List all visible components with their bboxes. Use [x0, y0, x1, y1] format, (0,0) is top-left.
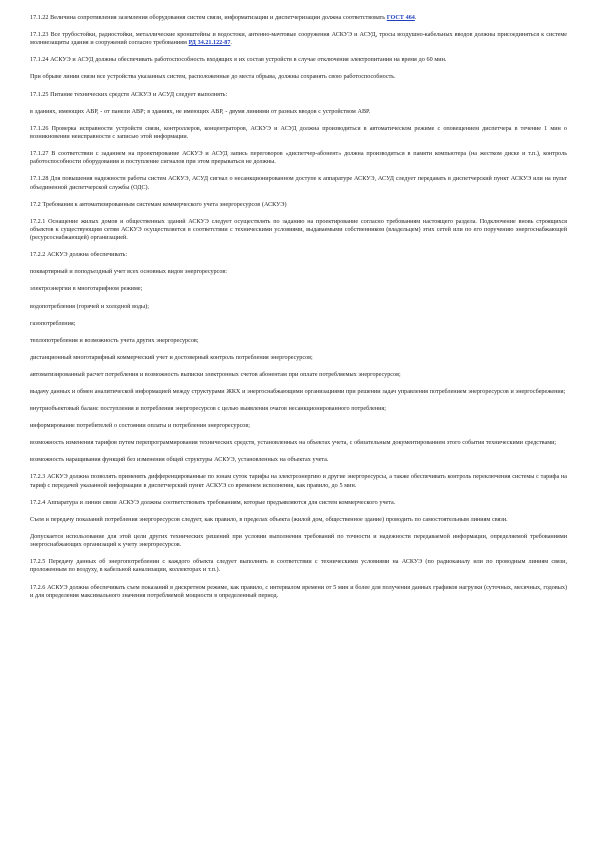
paragraph-text-end: .: [414, 15, 417, 21]
list-item-metering: поквартирный и поподъездный учет всех основных видов энергоресурсов:: [30, 269, 228, 276]
paragraph-17-1-28: 17.1.28 Для повышения надежности работы систем АСКУЭ, АСУД сигнал о несанкционированном доступе к аппаратуре АСКУЭ, АСУД следует передавать в диспетчерский пункт АСКУЭ или на пульт объединенной диспетчерской службы (ОДС).: [30, 176, 567, 191]
paragraph-text: 17.1.22 Величина сопротивления заземления оборудования систем связи, информатизации и диспетчеризации должна соответствовать: [30, 15, 387, 21]
rd-34-21-122-87-link[interactable]: РД 34.21.122-87: [188, 40, 231, 47]
gost-464-link[interactable]: ГОСТ 464: [386, 15, 415, 21]
paragraph-line-break-note: При обрыве линии связи все устройства указанных систем, расположенные до места обрыва, должны сохранять свою работоспособность.: [30, 74, 396, 81]
paragraph-17-2-2: 17.2.2 АСКУЭ должна обеспечивать:: [30, 252, 128, 259]
list-item-extension: возможность наращивания функций без изменения общей структуры АСКУЭ, установленных на объектах учета.: [30, 457, 329, 464]
paragraph-17-1-23: [30, 31, 567, 47]
list-item-informing: информирование потребителей о состоянии оплаты и потребления энергоресурсов;: [30, 423, 250, 430]
list-item-tariff-change: возможность изменения тарифов путем перепрограммирования технических средств, установленных на объектах учета, с обязательным документированием этого события техническими средствами;: [30, 440, 557, 447]
list-item-heat: теплопотребления и возможность учета других энергоресурсов;: [30, 337, 199, 344]
paragraph-17-2-5: 17.2.5 Передачу данных об энергопотреблении с каждого объекта следует выполнять в соответствии с техническими условиями на АСКУЭ (по радиоканалу или по проводным линиям связи, проложенным по воздуху, в кабельной канализации, коллекторах и т.п.).: [30, 559, 567, 574]
list-item-gas: газопотребления;: [30, 320, 76, 327]
paragraph-data-reading: Съем и передачу показаний потребления энергоресурсов следует, как правило, в пределах объекта (жилой дом, общественное здание) проводить по самостоятельным линиям связи.: [30, 516, 508, 523]
paragraph-17-1-22: [30, 14, 567, 22]
list-item-billing: автоматизированный расчет потребления и возможность выписки электронных счетов абонентам при оплате потребляемых энергоресурсов;: [30, 371, 401, 378]
paragraph-17-1-26: 17.1.26 Проверка исправности устройств связи, контроллеров, концентраторов, АСКУЭ и АСУД должна производиться в автоматическом режиме с оповещением диспетчера в течение 1 мин о возникновении неисправности с записью этой информации.: [30, 125, 567, 140]
list-item-data-exchange: выдачу данных и обмен аналитической информацией между структурами ЖКХ и энергоснабжающими организациями при решении задач управления потреблением энергоресурсов и энергосбережения;: [30, 389, 566, 395]
paragraph-17-1-24: 17.1.24 АСКУЭ и АСУД должны обеспечивать работоспособность входящих в их состав устройств в случае отключения электропитания на время до 60 мин.: [30, 57, 447, 64]
paragraph-text-end: .: [230, 40, 232, 47]
paragraph-17-1-25: 17.1.25 Питание технических средств АСКУЭ и АСУД следует выполнять:: [30, 91, 228, 98]
paragraph-17-1-27: 17.1.27 В соответствии с заданием на проектирование АСКУЭ и АСУД запись переговоров «диспетчер-абонент» должна производиться в памяти компьютера (на жестком диске и т.п.), контроль работоспособности оборудования и поступление сигналов при этом прерываться не должны.: [30, 151, 567, 166]
paragraph-avr-power: в зданиях, имеющих АВР, - от панели АВР; в зданиях, не имеющих АВР, - двумя линиями от разных вводов с устройством АВР.: [30, 108, 371, 115]
list-item-electricity: электроэнергии в многотарифном режиме;: [30, 286, 143, 293]
paragraph-alternatives: Допускается использование для этой цели других технических решений при условии выполнения требований по точности и надежности передаваемой информации, определяемой требованиями энергоснабжающих организаций к учету энергоресурсов.: [30, 533, 567, 549]
paragraph-text: 17.1.23 Все трубостойки, радиостойки, металлические кронштейны и водостоки, антенно-мачтовые сооружения АСКУЭ и АСУД, тросы воздушно-кабельных вводов должны присоединяться к системе молниезащиты здания и сооружений согласно требованиям: [30, 32, 567, 47]
list-item-balance: внутриобъектовый баланс поступления и потребления энергоресурсов с целью выявления очагов несанкционированного потребления;: [30, 406, 386, 413]
list-item-water: водопотребления (горячей и холодной воды);: [30, 303, 149, 310]
paragraph-17-2-3: 17.2.3 АСКУЭ должна позволять применять дифференцированные по зонам суток тарифы на электроэнергию и другие энергоресурсы, а также обеспечивать контроль переключения системы с тарифа на тариф с передачей указанной информации в диспетчерский пункт АСКУЭ со временем исполнения, как правило, до 5 мин.: [30, 474, 567, 489]
section-heading-17-2: 17.2 Требования к автоматизированным системам коммерческого учета энергоресурсов (АСКУЭ): [30, 201, 287, 208]
paragraph-17-2-4: 17.2.4 Аппаратура и линии связи АСКУЭ должны соответствовать требованиям, которые предъявляются для систем коммерческого учета.: [30, 499, 396, 506]
paragraph-17-2-6: 17.2.6 АСКУЭ должна обеспечивать съем показаний в дискретном режиме, как правило, с интервалом времени от 5 мин и более для получения данных графиков нагрузки (суточных, месячных, годовых) и для определения максимального значения потребляемой мощности в определенный период.: [30, 584, 567, 599]
list-item-remote-metering: дистанционный многотарифный коммерческий учет и достоверный контроль потребления энергоресурсов;: [30, 354, 313, 361]
paragraph-17-2-1: 17.2.1 Оснащение жилых домов и общественных зданий АСКУЭ следует осуществлять по заданию на проектирование согласно требованиям настоящего раздела. Подключение вновь строящихся объектов к существующим сетям АСКУЭ осуществляется в соответствии с техническими условиями, выдаваемыми собственником (владельцем) этих сетей или по его поручению энергоснабжающей (ресурсоснабжающей) организацией.: [30, 218, 567, 242]
